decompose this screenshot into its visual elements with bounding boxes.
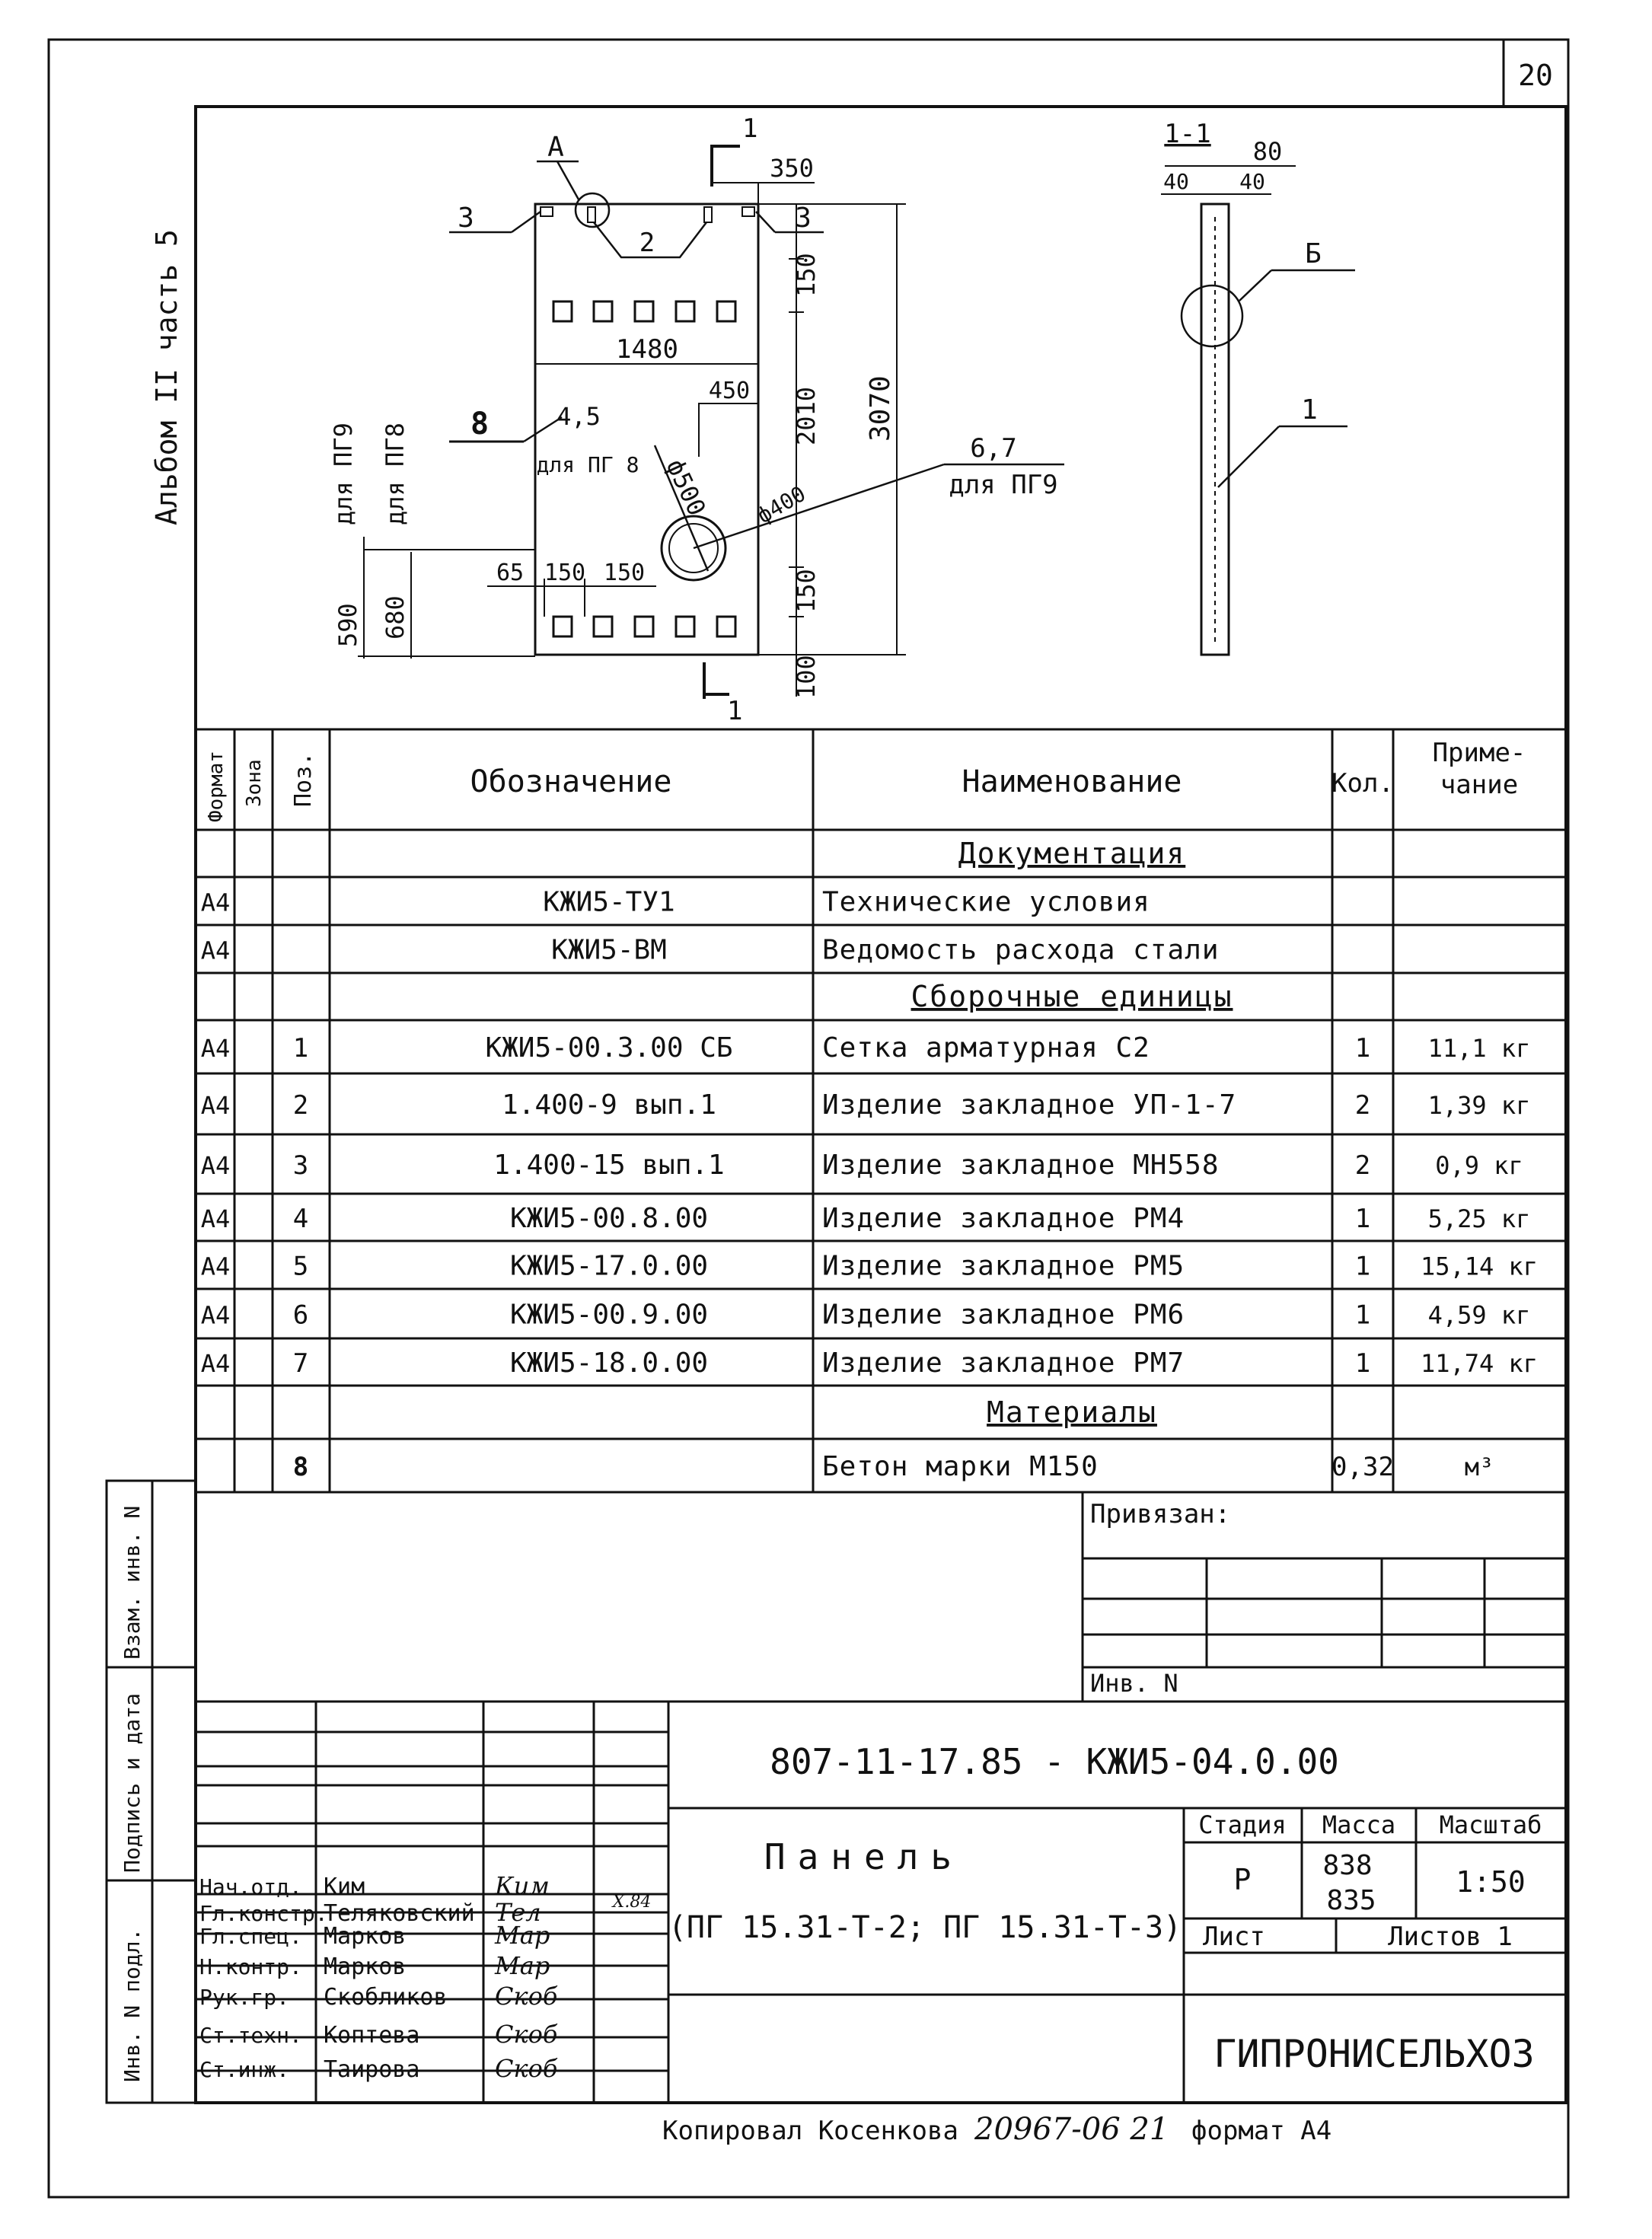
pos1-label: 1 [1301,394,1318,426]
for-pg9-vertical: для ПГ9 [329,423,358,525]
cell-name: Изделие закладное УП-1-7 [822,1089,1237,1121]
items45-label: 4,5 [557,402,601,431]
opening [676,301,694,321]
cell-section-title: Материалы [987,1395,1157,1429]
cell-note: 4,59 кг [1427,1300,1531,1330]
staff-name: Коптева [324,2022,420,2049]
cell-qty: 1 [1354,1204,1371,1234]
cell-pos: 3 [292,1150,309,1181]
cell-pos: 2 [292,1090,309,1121]
dim-150-a: 150 [544,560,586,586]
cell-note: 5,25 кг [1427,1204,1531,1233]
opening [594,301,612,321]
opening [635,617,653,636]
callout-b-circle [1182,285,1242,346]
staff-signature: Ким [495,1871,550,1900]
staff-role: Гл.констр. [199,1901,328,1926]
cell-qty: 1 [1354,1033,1371,1064]
callout-b-leader [1239,270,1271,301]
sheet-number: 20 [1518,59,1553,92]
cell-format: А4 [200,1300,231,1330]
staff-role: Н.контр. [199,1954,302,1979]
callout-b-label: Б [1305,238,1322,270]
staff-role: Гл.спец. [199,1924,302,1949]
cell-pos: 8 [292,1452,309,1482]
cell-designation: КЖИ5-18.0.00 [509,1348,709,1379]
cell-qty: 0,32 [1331,1452,1394,1482]
dim-40-right: 40 [1239,169,1265,194]
staff-name: Таирова [324,2056,420,2083]
col-header-name: Наименование [962,764,1182,799]
side-podpis: Подпись и дата [120,1692,145,1873]
org-name: ГИПРОНИСЕЛЬХОЗ [1213,2032,1535,2076]
dim-450-leader [699,403,758,457]
cell-format: А4 [200,1252,231,1281]
mass-header: Масса [1322,1810,1396,1839]
panel-front-view [329,113,1064,726]
dim-80: 80 [1252,137,1283,166]
stage-header: Стадия [1198,1810,1287,1839]
dim-450: 450 [708,378,751,404]
cell-name: Изделие закладное МН558 [822,1150,1220,1181]
album-label: Альбом II часть 5 [150,229,183,525]
privyazan-label: Привязан: [1090,1499,1231,1529]
pos8-label: 8 [470,407,490,442]
staff-signature: Мар [495,1951,550,1980]
dia400-label: ф400 [753,480,810,529]
staff-role: Ст.техн. [199,2023,302,2048]
cell-name: Изделие закладное РМ7 [822,1348,1185,1379]
for-pg9-label: для ПГ9 [949,470,1058,500]
cell-qty: 2 [1354,1090,1371,1121]
scale-header: Масштаб [1439,1810,1542,1839]
cell-qty: 1 [1354,1348,1371,1379]
cell-format: А4 [200,888,231,917]
cell-designation: КЖИ5-ТУ1 [543,886,675,918]
staff-role: Рук.гр. [199,1985,290,2010]
opening [594,617,612,636]
pos1-leader [1218,426,1279,487]
staff-name: Теляковский [324,1900,475,1927]
cell-designation: КЖИ5-00.9.00 [509,1299,709,1331]
cell-format: А4 [200,936,231,965]
cell-format: А4 [200,1034,231,1063]
sheet-label: Лист [1203,1922,1265,1952]
dim-680: 680 [381,595,410,639]
cell-name: Технические условия [822,886,1150,918]
callout-a-label: А [547,132,564,163]
side-inv-podl: Инв. N подл. [120,1928,145,2082]
staff-name: Скобликов [324,1984,448,2011]
sheets-label: Листов 1 [1388,1922,1513,1952]
col-header-zone: Зона [243,759,266,807]
cell-designation: КЖИ5-00.8.00 [509,1203,709,1234]
cell-designation: КЖИ5-17.0.00 [509,1250,709,1282]
cell-name: Бетон марки М150 [822,1451,1099,1482]
cell-pos: 7 [292,1348,309,1379]
mass-value-2: 835 [1326,1885,1376,1916]
opening [635,301,653,321]
dim-1480: 1480 [616,334,678,365]
staff-signature: Скоб [495,2020,558,2049]
cell-qty: 2 [1354,1150,1371,1181]
staff-signature: Тел [495,1898,541,1927]
staff-name: Марков [324,1923,407,1950]
doc-code: 807-11-17.85 - КЖИ5-04.0.00 [770,1741,1339,1782]
staff-role: Ст.инж. [199,2057,290,2082]
staff-rows [199,1871,558,2083]
items67-label: 6,7 [970,433,1017,464]
cell-format: А4 [200,1204,231,1233]
dim-100: 100 [792,655,821,699]
col-header-designation: Обозначение [470,764,672,799]
footer-number: 20967-06 21 [974,2112,1169,2147]
cell-designation: КЖИ5-ВМ [551,934,667,966]
dim-150-b: 150 [603,560,646,586]
col-header-format: Формат [205,751,228,822]
cell-format: А4 [200,1151,231,1180]
cell-pos: 5 [292,1251,309,1282]
embedded-item [704,207,712,222]
scale-value: 1:50 [1456,1865,1526,1899]
cell-designation: КЖИ5-00.3.00 СБ [485,1032,733,1064]
section-mark-top-label: 1 [742,113,758,144]
col-header-note: Приме-чание [1432,738,1526,800]
opening [553,301,572,321]
title-line2: (ПГ 15.31-Т-2; ПГ 15.31-Т-3) [668,1910,1182,1945]
staff-signature: Мар [495,1921,550,1950]
privyazan-block [196,1492,1566,1702]
cell-name: Сетка арматурная С2 [822,1032,1150,1064]
dim-2010: 2010 [792,386,821,445]
title-line1: Панель [764,1836,965,1877]
staff-name: Ким [324,1874,365,1900]
staff-signature: Скоб [495,2054,558,2083]
embedded-item [588,207,595,222]
staff-role: Нач.отд. [199,1874,302,1899]
opening [676,617,694,636]
dim-150-bottom: 150 [792,569,821,613]
section-mark-bottom-label: 1 [727,696,743,726]
items67-leader [694,464,944,548]
cell-note: 1,39 кг [1427,1091,1531,1120]
cell-note: м³ [1464,1453,1494,1482]
footer-format: формат А4 [1191,2116,1332,2146]
dia500-label: ф500 [660,454,712,521]
cell-designation: 1.400-9 вып.1 [502,1089,716,1121]
side-vzam: Взам. инв. N [120,1505,145,1660]
staff-name: Марков [324,1954,407,1980]
cell-note: 15,14 кг [1420,1252,1539,1281]
section-1-1-view [1161,119,1355,655]
cell-note: 0,9 кг [1435,1151,1523,1180]
openings-top-row [553,301,735,321]
cell-pos: 1 [292,1033,309,1064]
cell-format: А4 [200,1349,231,1378]
dim-3070: 3070 [865,375,896,442]
cell-section-title: Сборочные единицы [911,980,1233,1013]
col-header-pos: Поз. [290,751,317,807]
staff-signature: Скоб [495,1982,558,2011]
inv-label: Инв. N [1090,1669,1178,1698]
date-mark: X.84 [612,1893,652,1912]
cell-note: 11,1 кг [1427,1034,1531,1063]
openings-bottom-row [553,617,735,636]
for-pg8-label: для ПГ 8 [536,452,639,477]
opening [717,301,735,321]
cell-note: 11,74 кг [1420,1349,1539,1378]
pos2-label: 2 [639,228,655,258]
cell-pos: 4 [292,1204,309,1234]
dim-350: 350 [770,154,814,183]
dim-65: 65 [496,560,525,586]
cell-designation: 1.400-15 вып.1 [493,1150,725,1181]
cell-qty: 1 [1354,1251,1371,1282]
section-title: 1-1 [1164,119,1211,149]
opening [553,617,572,636]
for-pg8-vertical: для ПГ8 [381,423,410,525]
mass-value-1: 838 [1322,1850,1373,1881]
cell-format: А4 [200,1091,231,1120]
pos3-right-label: 3 [795,203,812,234]
dim-150-top: 150 [792,253,821,297]
cell-name: Изделие закладное РМ4 [822,1203,1185,1234]
cell-name: Ведомость расхода стали [822,934,1220,966]
pos3-left-label: 3 [458,203,474,234]
embedded-item [742,207,754,216]
footer-copied: Копировал Косенкова [662,2116,958,2146]
callout-a-leader [557,161,579,199]
cell-name: Изделие закладное РМ6 [822,1299,1185,1331]
dim-590: 590 [333,603,362,647]
dim-40-left: 40 [1163,169,1189,194]
col-header-qty: Кол. [1331,768,1394,799]
opening [717,617,735,636]
cell-pos: 6 [292,1300,309,1331]
cell-qty: 1 [1354,1300,1371,1331]
cell-name: Изделие закладное РМ5 [822,1250,1185,1282]
embedded-item [541,207,553,216]
stage-value: Р [1233,1863,1252,1896]
cell-section-title: Документация [958,837,1186,870]
